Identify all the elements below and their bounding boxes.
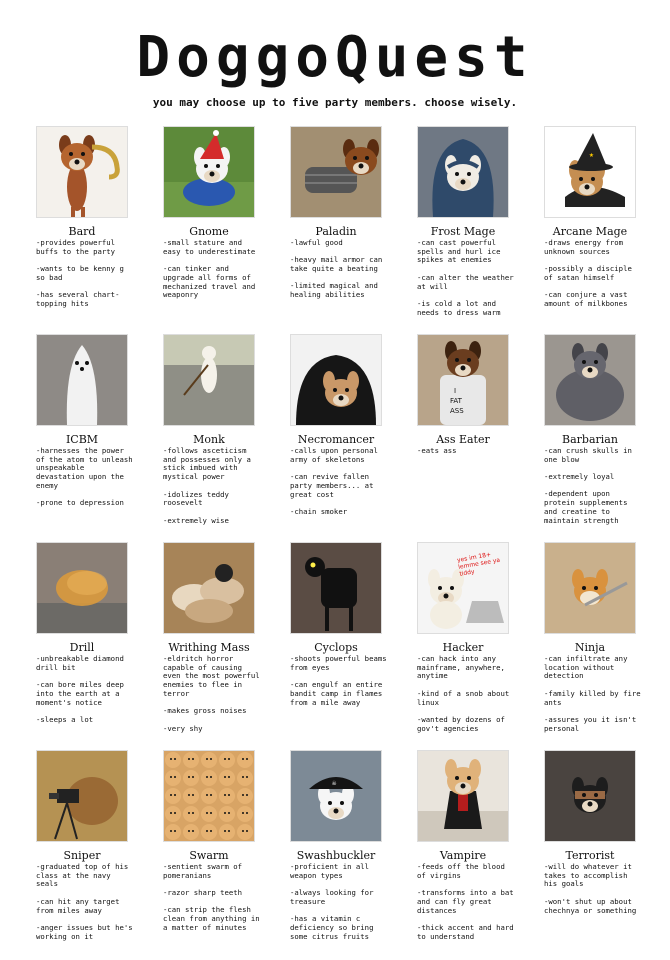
trait-line: -small stature and easy to underestimate [163, 238, 256, 256]
trait-line: -very shy [163, 723, 203, 733]
class-description [290, 239, 390, 300]
class-name: Drill [69, 641, 95, 654]
trait-line: -can conjure a vast amount of milkbones [544, 290, 632, 308]
party-member-photo[interactable] [417, 750, 509, 842]
party-member-photo[interactable] [417, 542, 509, 634]
trait-line: -can cast powerful spells and hurl ice spikes at enemies [417, 238, 505, 265]
party-member-card[interactable] [163, 334, 255, 534]
class-name: Swarm [189, 849, 229, 862]
trait-line: -sleeps a lot [36, 714, 94, 724]
party-member-card[interactable] [544, 334, 636, 534]
masked-dog-icon [545, 751, 635, 841]
class-name: Frost Mage [430, 225, 496, 238]
trait-line: -follows asceticism and possesses only a stick imbued with mystical power [163, 446, 256, 482]
class-name: Bard [68, 225, 96, 238]
trait-line: -has a vitamin c deficiency so bring some citrus fruits [290, 914, 378, 941]
trait-line: -can hack into any mainframe, anywhere, anytime [417, 654, 510, 681]
trait-line: -possibly a disciple of satan himself [544, 264, 637, 282]
class-description [544, 863, 644, 915]
class-name: Cyclops [314, 641, 358, 654]
party-member-card[interactable] [544, 542, 646, 742]
muscle-dog-icon [545, 335, 635, 425]
camera-dog-icon [37, 751, 127, 841]
title-text: DoggoQuest [136, 25, 534, 90]
party-member-card[interactable] [417, 334, 509, 464]
trait-line: -extremely wise [163, 515, 229, 525]
trait-line: -can bore miles deep into the earth at a moment's notice [36, 680, 129, 707]
trait-line: -can hit any target from miles away [36, 896, 124, 915]
class-description [163, 655, 263, 733]
photo-caption: yes im 18+ lemme see ya tiddy [456, 551, 501, 578]
trait-line: -shoots powerful beams from eyes [290, 654, 392, 672]
page-title [0, 25, 670, 90]
trait-line: -makes gross noises [163, 706, 247, 716]
party-member-card[interactable] [163, 750, 265, 941]
rocket-dog-icon [37, 335, 127, 425]
class-description [544, 655, 644, 733]
party-member-photo[interactable] [290, 542, 382, 634]
party-member-photo[interactable] [163, 542, 255, 634]
trait-line: -draws energy from unknown sources [544, 238, 628, 256]
cape-dog-icon [418, 751, 508, 841]
party-member-photo[interactable] [544, 542, 636, 634]
trait-line: -wants to be kenny g so bad [36, 264, 129, 282]
svg-text:ASS: ASS [450, 407, 464, 415]
class-name: Hacker [442, 641, 484, 654]
party-member-card[interactable] [417, 542, 514, 742]
trait-line: -harnesses the power of the atom to unleash unspeakable devastation upon the enemy [36, 446, 138, 490]
class-name: Gnome [189, 225, 229, 238]
trait-line: -proficient in all weapon types [290, 862, 374, 880]
subtitle: you may choose up to five party members. choose wisely. [152, 96, 518, 109]
party-member-photo[interactable] [163, 334, 255, 426]
party-member-photo[interactable] [163, 750, 255, 842]
party-member-photo[interactable] [544, 750, 636, 842]
trait-line: -lawful good [290, 238, 343, 247]
trait-line: -sentient swarm of pomeranians [163, 862, 247, 880]
class-description [36, 655, 136, 725]
trait-line: -limited magical and healing abilities [290, 281, 383, 300]
trait-line: -can engulf an entire bandit camp in flames from a mile away [290, 680, 387, 707]
glowing-eye-dog-icon [291, 543, 381, 633]
class-name: Paladin [315, 225, 357, 238]
class-description [290, 655, 390, 707]
party-member-card[interactable] [417, 750, 519, 950]
class-description [36, 447, 136, 508]
trait-line: -eats ass [417, 446, 457, 455]
trait-line: -can revive fallen party members... at great cost [290, 472, 378, 499]
party-member-card[interactable] [290, 334, 382, 525]
trait-line: -eldritch horror capable of causing even the most powerful enemies to flee in terror [163, 654, 265, 698]
svg-text:★: ★ [589, 150, 594, 159]
trait-line: -can infiltrate any location without detection [544, 654, 632, 681]
party-member-card[interactable] [36, 126, 128, 317]
party-member-photo[interactable] [163, 126, 255, 218]
trait-line: -unbreakable diamond drill bit [36, 654, 129, 672]
shiba-ninja-icon [545, 543, 635, 633]
party-member-card[interactable] [290, 126, 387, 309]
class-name: Ass Eater [436, 433, 490, 446]
trait-line: -assures you it isn't personal [544, 714, 641, 733]
class-description [163, 863, 263, 933]
pomeranian-swarm-icon [164, 751, 254, 841]
trait-line: -provides powerful buffs to the party [36, 238, 120, 256]
class-description [290, 447, 390, 517]
class-name: Arcane Mage [552, 225, 628, 238]
saxophone-dog-icon [37, 127, 127, 217]
party-member-card[interactable] [163, 542, 265, 742]
party-member-photo[interactable] [36, 542, 128, 634]
shirt-dog-icon [418, 335, 508, 425]
svg-text:☠: ☠ [332, 779, 337, 787]
party-member-photo[interactable] [544, 126, 636, 218]
party-member-card[interactable] [36, 334, 138, 517]
hooded-dog-icon [418, 127, 508, 217]
party-member-card[interactable] [417, 126, 519, 326]
class-description [417, 447, 517, 456]
trait-line: -is cold a lot and needs to dress warm [417, 298, 501, 317]
trait-line: -can alter the weather at will [417, 272, 519, 291]
stick-dog-icon [164, 335, 254, 425]
class-description [163, 447, 263, 525]
party-member-card[interactable] [544, 750, 636, 924]
class-name: Writhing Mass [168, 641, 250, 654]
armored-dog-icon [291, 127, 381, 217]
party-member-photo[interactable] [544, 334, 636, 426]
party-member-card[interactable] [163, 126, 260, 309]
party-member-card[interactable] [36, 542, 128, 733]
trait-line: -can strip the flesh clean from anything in a matter of minutes [163, 905, 265, 932]
party-member-photo[interactable] [290, 750, 382, 842]
black-hood-dog-icon [291, 335, 381, 425]
svg-text:FAT: FAT [450, 397, 462, 405]
trait-line: -dependent upon protein supplements and creatine to maintain strength [544, 489, 632, 525]
class-name: Ninja [574, 641, 606, 654]
trait-line: -heavy mail armor can take quite a beating [290, 255, 387, 274]
party-member-card[interactable] [290, 542, 392, 716]
class-description [36, 239, 136, 309]
class-name: Terrorist [565, 849, 615, 862]
party-member-photo[interactable] [36, 334, 128, 426]
dog-pile-icon [164, 543, 254, 633]
party-member-photo[interactable] [290, 334, 382, 426]
spinning-dog-icon [37, 543, 127, 633]
trait-line: -anger issues but he's working on it [36, 922, 138, 941]
class-description [290, 863, 390, 941]
class-name: Barbarian [562, 433, 618, 446]
class-name: Sniper [63, 849, 101, 862]
pirate-hat-dog-icon [291, 751, 381, 841]
party-member-photo[interactable] [36, 750, 128, 842]
class-name: Necromancer [297, 433, 375, 446]
trait-line: -graduated top of his class at the navy seals [36, 862, 133, 889]
trait-line: -kind of a snob about linux [417, 688, 514, 707]
trait-line: -feeds off the blood of virgins [417, 862, 510, 880]
trait-line: -extremely loyal [544, 472, 615, 482]
party-member-card[interactable] [36, 750, 138, 950]
svg-text:I: I [454, 387, 457, 395]
class-description [417, 863, 517, 941]
trait-line: -razor sharp teeth [163, 888, 243, 898]
trait-line: -has several chart-topping hits [36, 290, 120, 308]
trait-line: -prone to depression [36, 498, 124, 508]
trait-line: -calls upon personal army of skeletons [290, 446, 383, 464]
party-member-photo[interactable] [417, 334, 509, 426]
trait-line: -can tinker and upgrade all forms of mechanized travel and weaponry [163, 264, 260, 300]
trait-line: -will do whatever it takes to accomplish his goals [544, 862, 637, 889]
trait-line: -can crush skulls in one blow [544, 446, 637, 464]
party-member-photo[interactable] [36, 126, 128, 218]
class-name: Monk [193, 433, 225, 446]
class-name: Vampire [439, 849, 487, 862]
class-description [417, 655, 517, 733]
trait-line: -thick accent and hard to understand [417, 922, 519, 941]
class-description [417, 239, 517, 317]
class-description [36, 863, 136, 941]
class-name: Swashbuckler [296, 849, 376, 862]
trait-line: -family killed by fire ants [544, 688, 646, 707]
party-member-photo[interactable] [417, 126, 509, 218]
trait-line: -always looking for treasure [290, 888, 378, 906]
class-name: ICBM [65, 433, 99, 446]
trait-line: -transforms into a bat and can fly great distances [417, 888, 519, 915]
class-description [544, 447, 644, 525]
party-member-card[interactable] [290, 750, 382, 950]
wizard-hat-dog-icon [545, 127, 635, 217]
gnome-hat-dog-icon [164, 127, 254, 217]
party-member-card[interactable] [544, 126, 636, 317]
trait-line: -wanted by dozens of gov't agencies [417, 714, 510, 733]
trait-line: -idolizes teddy roosevelt [163, 489, 234, 508]
class-description [544, 239, 644, 309]
class-description [163, 239, 263, 300]
party-member-photo[interactable] [290, 126, 382, 218]
trait-line: -chain smoker [290, 506, 348, 516]
trait-line: -won't shut up about chechnya or something [544, 896, 637, 915]
